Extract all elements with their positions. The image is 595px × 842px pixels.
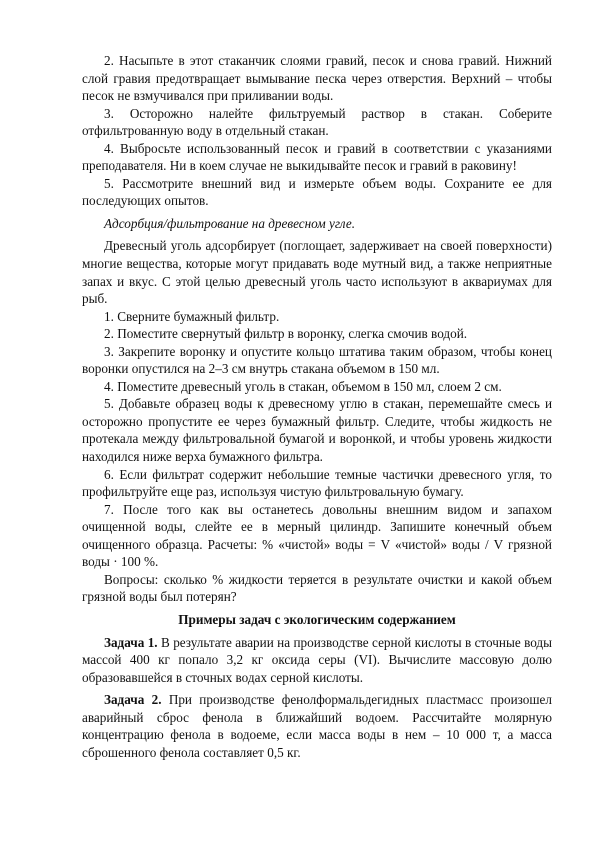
step-5-paragraph: 5. Рассмотрите внешний вид и измерьте объем воды. Сохраните ее для последующих опытов.: [82, 175, 552, 209]
questions-paragraph: Вопросы: сколько % жидкости теряется в результате очистки и какой объем грязной воды был потерян?: [82, 571, 552, 605]
charcoal-step-7: 7. После того как вы останетесь довольны внешним видом и запахом очищенной воды, слейте ее в мерный цилиндр. Запишите конечный объем очищенного образца. Расчеты: % «чистой» воды = V «чистой» воды / V грязной воды · 100 %.: [82, 501, 552, 570]
document-page: [82, 52, 552, 761]
adsorption-heading: Адсорбция/фильтрование на древесном угле.: [104, 215, 356, 231]
task-2-text: При производстве фенолформальдегидных пластмасс произошел аварийный сброс фенола в ближайший водоем. Рассчитайте молярную концентрацию фенола в водоеме, если масса воды в нем – 10 000 т, а масса сброшенного фенола составляет 0,5 кг.: [82, 692, 552, 760]
task-1-text: В результате аварии на производстве серной кислоты в сточные воды массой 400 кг попало 3,2 кг оксида серы (VI). Вычислите массовую долю образовавшейся в сточных водах серной кислоты.: [82, 634, 552, 685]
charcoal-step-2: 2. Поместите свернутый фильтр в воронку, слегка смочив водой.: [104, 326, 468, 342]
charcoal-intro-paragraph: Древесный уголь адсорбирует (поглощает, задерживает на своей поверхности) многие вещества, которые могут придавать воде мутный вид, а также неприятные запах и вкус. С этой целью древесный уголь часто используют в аквариумах для рыб.: [82, 238, 552, 307]
task-2-label: Задача 2.: [104, 692, 162, 708]
charcoal-step-6: 6. Если фильтрат содержит небольшие темные частички древесного угля, то профильтруйте еще раз, используя чистую фильтровальную бумагу.: [82, 466, 552, 500]
step-2-paragraph: 2. Насыпьте в этот стаканчик слоями гравий, песок и снова гравий. Нижний слой гравия предотвращает вымывание песка через отверстия. Верхний – чтобы песок не взмучивался при приливании воды.: [82, 53, 552, 104]
charcoal-step-5: 5. Добавьте образец воды к древесному углю в стакан, перемешайте смесь и осторожно пропустите ее через бумажный фильтр. Следите, чтобы жидкость не протекала между фильтровальной бумагой и воронкой, и чтобы уровень жидкости находился ниже верха бумажного фильтра.: [82, 396, 552, 465]
charcoal-step-1: 1. Сверните бумажный фильтр.: [104, 308, 280, 324]
step-3-paragraph: 3. Осторожно налейте фильтруемый раствор в стакан. Соберите отфильтрованную воду в отдельный стакан.: [82, 105, 552, 139]
examples-heading: Примеры задач с экологическим содержанием: [178, 611, 456, 627]
charcoal-step-4: 4. Поместите древесный уголь в стакан, объемом в 150 мл, слоем 2 см.: [104, 378, 502, 394]
task-2-paragraph: [82, 691, 552, 761]
step-4-paragraph: 4. Выбросьте использованный песок и гравий в соответствии с указаниями преподавателя. Ни в коем случае не выкидывайте песок и гравий в раковину!: [82, 140, 552, 174]
task-1-label: Задача 1.: [104, 634, 158, 650]
charcoal-step-3: 3. Закрепите воронку и опустите кольцо штатива таким образом, чтобы конец воронки опустился на 2–3 см внутрь стакана объемом в 150 мл.: [82, 343, 552, 377]
task-1-paragraph: [82, 634, 552, 687]
